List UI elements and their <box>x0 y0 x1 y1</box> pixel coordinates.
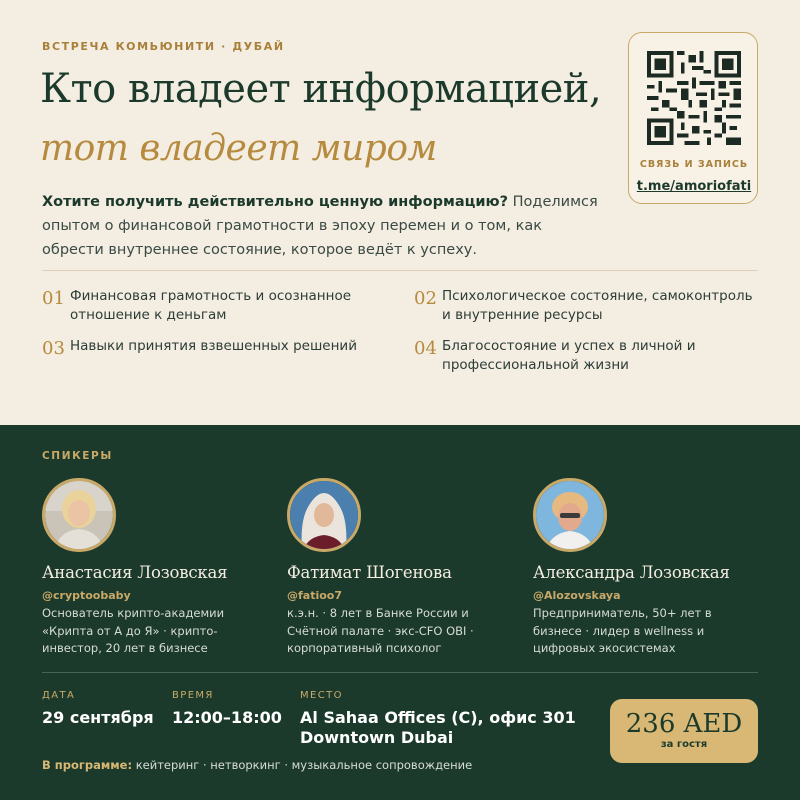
divider <box>42 270 758 271</box>
program-line <box>42 758 472 772</box>
speaker-photo-icon <box>536 481 604 549</box>
speaker-bio: Предприниматель, 50+ лет в бизнесе · лидер в wellness и цифровых экосистемах <box>533 606 712 655</box>
date-value: 29 сентября <box>42 708 154 727</box>
speaker-bio: к.э.н. · 8 лет в Банке России и Счётной палате · экс-CFO OBI · корпоративный психолог <box>287 606 474 655</box>
speaker-photo-icon <box>290 481 358 549</box>
speaker-name: Фатимат Шогенова <box>287 563 452 582</box>
telegram-link[interactable]: t.me/amoriofati <box>636 179 752 194</box>
topic-text: Финансовая грамотность и осознанное отношение к деньгам <box>70 288 352 323</box>
time-label: ВРЕМЯ <box>172 690 214 701</box>
qr-code-icon[interactable] <box>647 51 741 145</box>
price-badge <box>610 699 758 763</box>
intro-lead: Хотите получить действительно ценную информацию? <box>42 194 509 210</box>
topic-number: 01 <box>42 288 65 309</box>
speaker-bio: Основатель крипто-академии «Крипта от А до Я» · крипто-инвестор, 20 лет в бизнесе <box>42 606 225 655</box>
speaker-handle[interactable]: @fatioo7 <box>287 589 343 602</box>
topic-number: 04 <box>414 338 437 359</box>
program-items: кейтеринг · нетворкинг · музыкальное сопровождение <box>132 758 473 772</box>
speaker-handle[interactable]: @cryptoobaby <box>42 589 131 602</box>
avatar <box>42 478 116 552</box>
topic-text: Психологическое состояние, самоконтроль и внутренние ресурсы <box>442 288 753 323</box>
topic-text: Навыки принятия взвешенных решений <box>70 338 357 354</box>
avatar <box>287 478 361 552</box>
place-label: МЕСТО <box>300 690 343 701</box>
date-label: ДАТА <box>42 690 76 701</box>
headline: Кто владеет информацией, <box>40 66 602 112</box>
topic-item <box>414 287 758 325</box>
speaker-photo-icon <box>45 481 113 549</box>
qr-card[interactable] <box>628 32 758 204</box>
divider <box>42 672 758 673</box>
headline-accent: тот владеет миром <box>40 128 437 169</box>
topic-number: 03 <box>42 338 65 359</box>
avatar <box>533 478 607 552</box>
speaker-name: Александра Лозовская <box>533 563 730 582</box>
qr-label: СВЯЗЬ И ЗАПИСЬ <box>639 159 749 170</box>
place-value <box>300 708 576 748</box>
topic-number: 02 <box>414 288 437 309</box>
speakers-label: СПИКЕРЫ <box>42 450 113 462</box>
place-line: Al Sahaa Offices (C), офис 301 <box>300 708 576 727</box>
topic-item <box>414 337 714 375</box>
intro-body: Поделимся опытом о финансовой грамотности в эпоху перемен и о том, как обрести внутреннее состояние, которое ведёт к успеху. <box>42 194 598 258</box>
speaker-handle[interactable]: @Alozovskaya <box>533 589 621 602</box>
time-value: 12:00–18:00 <box>172 708 282 727</box>
speaker-name: Анастасия Лозовская <box>42 563 228 582</box>
program-label: В программе: <box>42 758 133 772</box>
price-per: за гостя <box>660 739 708 750</box>
place-line: Downtown Dubai <box>300 728 454 747</box>
event-eyebrow: ВСТРЕЧА КОМЬЮНИТИ · ДУБАЙ <box>42 40 285 53</box>
topic-text: Благосостояние и успех в личной и профессиональной жизни <box>442 338 696 373</box>
topic-item <box>42 287 362 325</box>
intro-text <box>42 190 602 262</box>
price-amount: 236 AED <box>625 709 743 739</box>
topic-item <box>42 337 362 359</box>
